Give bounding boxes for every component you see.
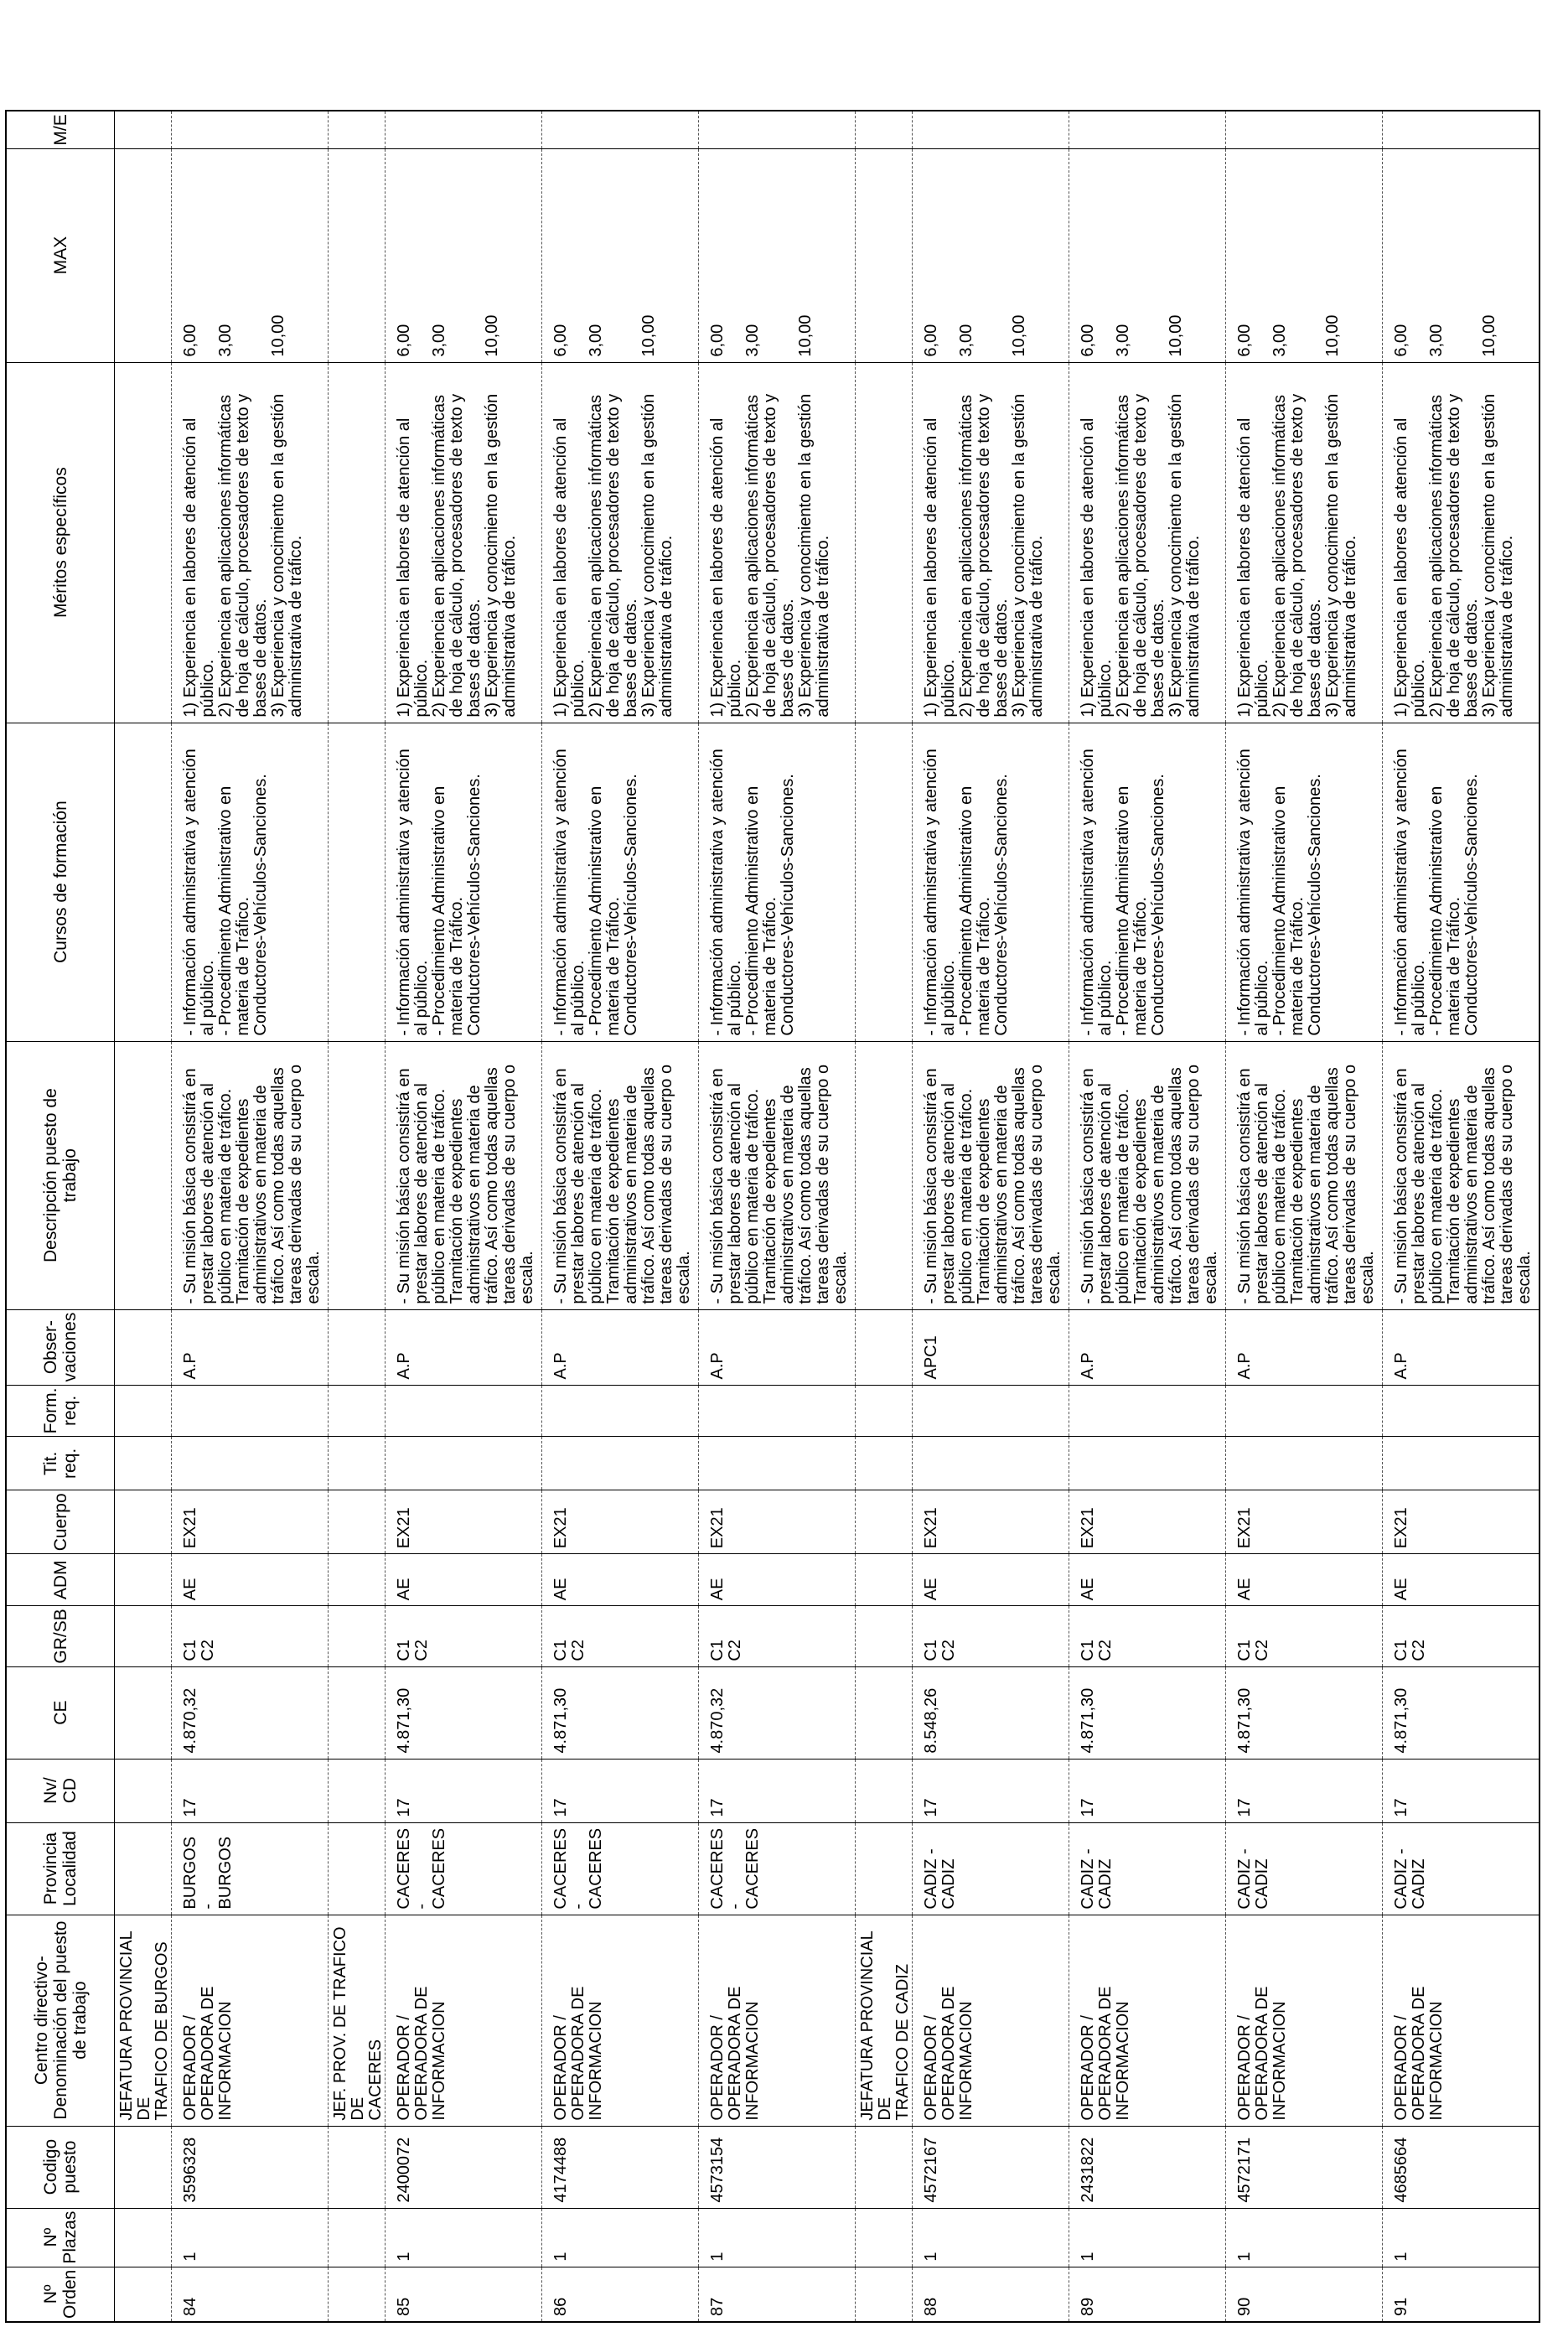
group-cell-provincia — [856, 1822, 913, 1915]
group-cell-desc — [856, 1041, 913, 1309]
cell-meritos: 1) Experiencia en labores de atención al público. 2) Experiencia en aplicaciones informáticas de hoja de cálculo, procesadores de texto y bases de datos. 3) Experiencia y conocimiento en la gestión administrativa de tráfico. — [386, 362, 542, 723]
group-cell-me — [115, 111, 172, 148]
cell-cursos: - Información administrativa y atención al público. - Procedimiento Administrativo en materia de Tráfico. Conductores-Vehículos-Sanciones. — [1226, 723, 1383, 1041]
group-cell-orden — [856, 2267, 913, 2322]
cell-meritos: 1) Experiencia en labores de atención al público. 2) Experiencia en aplicaciones informáticas de hoja de cálculo, procesadores de texto y bases de datos. 3) Experiencia y conocimiento en la gestión administrativa de tráfico. — [913, 362, 1069, 723]
cell-meritos: 1) Experiencia en labores de atención al público. 2) Experiencia en aplicaciones informáticas de hoja de cálculo, procesadores de texto y bases de datos. 3) Experiencia y conocimiento en la gestión administrativa de tráfico. — [1383, 362, 1540, 723]
cell-form — [1069, 1385, 1226, 1437]
cell-me — [1226, 111, 1383, 148]
cell-grsb: C1 C2 — [1069, 1606, 1226, 1666]
cell-centro: OPERADOR / OPERADORA DE INFORMACION — [172, 1915, 329, 2126]
group-cell-ce — [856, 1666, 913, 1759]
header-provincia: Provincia Localidad — [6, 1822, 115, 1915]
table-row — [542, 111, 699, 2322]
cell-grsb: C1 C2 — [913, 1606, 1069, 1666]
cell-centro: OPERADOR / OPERADORA DE INFORMACION — [1383, 1915, 1540, 2126]
cell-cuerpo: EX21 — [699, 1490, 856, 1554]
cell-orden: 86 — [542, 2267, 699, 2322]
cell-form — [1383, 1385, 1540, 1437]
cell-centro: OPERADOR / OPERADORA DE INFORMACION — [699, 1915, 856, 2126]
cell-codigo: 4572171 — [1226, 2126, 1383, 2208]
cell-form — [1226, 1385, 1383, 1437]
group-cell-meritos — [856, 362, 913, 723]
cell-cursos: - Información administrativa y atención al público. - Procedimiento Administrativo en materia de Tráfico. Conductores-Vehículos-Sanciones. — [542, 723, 699, 1041]
group-cell-plazas — [329, 2208, 386, 2267]
header-cursos: Cursos de formación — [6, 723, 115, 1041]
group-cell-max — [115, 148, 172, 362]
group-cell-meritos — [329, 362, 386, 723]
header-centro: Centro directivo- Denominación del puesto de trabajo — [6, 1915, 115, 2126]
cell-grsb: C1 C2 — [1226, 1606, 1383, 1666]
group-cell-obs — [115, 1309, 172, 1385]
cell-plazas: 1 — [699, 2208, 856, 2267]
cell-orden: 84 — [172, 2267, 329, 2322]
cell-form — [699, 1385, 856, 1437]
header-max: MAX — [6, 148, 115, 362]
cell-provincia: CADIZ - CADIZ — [913, 1822, 1069, 1915]
group-title: JEF. PROV. DE TRAFICO DE CACERES — [329, 1915, 386, 2126]
group-cell-codigo — [856, 2126, 913, 2208]
header-cuerpo: Cuerpo — [6, 1490, 115, 1554]
cell-desc: - Su misión básica consistirá en prestar labores de atención al público en materia de tráfico. Tramitación de expedientes administrativos en materia de tráfico. Así como todas aquellas tareas derivadas de su cuerpo o escala. — [172, 1041, 329, 1309]
cell-desc: - Su misión básica consistirá en prestar labores de atención al público en materia de tráfico. Tramitación de expedientes administrativos en materia de tráfico. Así como todas aquellas tareas derivadas de su cuerpo o escala. — [542, 1041, 699, 1309]
cell-cursos: - Información administrativa y atención al público. - Procedimiento Administrativo en materia de Tráfico. Conductores-Vehículos-Sanciones. — [699, 723, 856, 1041]
cell-max: 6,00 3,00 10,00 — [699, 148, 856, 362]
cell-orden: 85 — [386, 2267, 542, 2322]
cell-nivel: 17 — [1069, 1759, 1226, 1822]
header-grsb: GR/SB — [6, 1606, 115, 1666]
cell-adm: AE — [913, 1554, 1069, 1606]
cell-adm: AE — [542, 1554, 699, 1606]
cell-grsb: C1 C2 — [542, 1606, 699, 1666]
cell-meritos: 1) Experiencia en labores de atención al público. 2) Experiencia en aplicaciones informáticas de hoja de cálculo, procesadores de texto y bases de datos. 3) Experiencia y conocimiento en la gestión administrativa de tráfico. — [699, 362, 856, 723]
cell-desc: - Su misión básica consistirá en prestar labores de atención al público en materia de tráfico. Tramitación de expedientes administrativos en materia de tráfico. Así como todas aquellas tareas derivadas de su cuerpo o escala. — [1383, 1041, 1540, 1309]
cell-provincia: CADIZ - CADIZ — [1069, 1822, 1226, 1915]
cell-cursos: - Información administrativa y atención al público. - Procedimiento Administrativo en materia de Tráfico. Conductores-Vehículos-Sanciones. — [172, 723, 329, 1041]
header-nivel: Nv/ CD — [6, 1759, 115, 1822]
cell-nivel: 17 — [386, 1759, 542, 1822]
cell-adm: AE — [699, 1554, 856, 1606]
group-cell-grsb — [329, 1606, 386, 1666]
cell-cuerpo: EX21 — [1069, 1490, 1226, 1554]
group-cell-cuerpo — [856, 1490, 913, 1554]
cell-me — [172, 111, 329, 148]
cell-grsb: C1 C2 — [699, 1606, 856, 1666]
cell-codigo: 4573154 — [699, 2126, 856, 2208]
cell-provincia: BURGOS - BURGOS — [172, 1822, 329, 1915]
group-cell-desc — [115, 1041, 172, 1309]
group-cell-adm — [856, 1554, 913, 1606]
cell-tit — [1226, 1437, 1383, 1490]
table-row — [699, 111, 856, 2322]
group-cell-desc — [329, 1041, 386, 1309]
cell-form — [542, 1385, 699, 1437]
table-body — [115, 111, 1540, 2322]
cell-codigo: 3596328 — [172, 2126, 329, 2208]
header-tit: Tit. req. — [6, 1437, 115, 1490]
cell-me — [1383, 111, 1540, 148]
cell-provincia: CADIZ - CADIZ — [1226, 1822, 1383, 1915]
header-me: M/E — [6, 111, 115, 148]
group-cell-cursos — [115, 723, 172, 1041]
cell-tit — [1383, 1437, 1540, 1490]
cell-adm: AE — [1069, 1554, 1226, 1606]
group-cell-nivel — [856, 1759, 913, 1822]
cell-cuerpo: EX21 — [386, 1490, 542, 1554]
cell-codigo: 4685664 — [1383, 2126, 1540, 2208]
table-row — [1069, 111, 1226, 2322]
group-header-row — [329, 111, 386, 2322]
header-form: Form. req. — [6, 1385, 115, 1437]
table-row — [1383, 111, 1540, 2322]
cell-orden: 87 — [699, 2267, 856, 2322]
cell-cuerpo: EX21 — [1383, 1490, 1540, 1554]
group-cell-provincia — [115, 1822, 172, 1915]
cell-nivel: 17 — [1383, 1759, 1540, 1822]
cell-desc: - Su misión básica consistirá en prestar labores de atención al público en materia de tráfico. Tramitación de expedientes administrativos en materia de tráfico. Así como todas aquellas tareas derivadas de su cuerpo o escala. — [1226, 1041, 1383, 1309]
cell-nivel: 17 — [913, 1759, 1069, 1822]
cell-orden: 90 — [1226, 2267, 1383, 2322]
group-cell-cursos — [856, 723, 913, 1041]
cell-ce: 8.548,26 — [913, 1666, 1069, 1759]
group-cell-obs — [329, 1309, 386, 1385]
group-cell-tit — [329, 1437, 386, 1490]
header-plazas: Nº Plazas — [6, 2208, 115, 2267]
cell-cursos: - Información administrativa y atención al público. - Procedimiento Administrativo en materia de Tráfico. Conductores-Vehículos-Sanciones. — [1383, 723, 1540, 1041]
group-cell-plazas — [115, 2208, 172, 2267]
cell-max: 6,00 3,00 10,00 — [913, 148, 1069, 362]
cell-orden: 89 — [1069, 2267, 1226, 2322]
cell-codigo: 4174488 — [542, 2126, 699, 2208]
cell-cuerpo: EX21 — [542, 1490, 699, 1554]
cell-tit — [172, 1437, 329, 1490]
cell-adm: AE — [1226, 1554, 1383, 1606]
cell-form — [172, 1385, 329, 1437]
group-cell-adm — [329, 1554, 386, 1606]
cell-provincia: CACERES - CACERES — [542, 1822, 699, 1915]
cell-nivel: 17 — [172, 1759, 329, 1822]
cell-plazas: 1 — [1069, 2208, 1226, 2267]
cell-nivel: 17 — [699, 1759, 856, 1822]
cell-provincia: CACERES - CACERES — [699, 1822, 856, 1915]
group-cell-provincia — [329, 1822, 386, 1915]
cell-ce: 4.871,30 — [1069, 1666, 1226, 1759]
cell-form — [913, 1385, 1069, 1437]
cell-obs: A.P — [1069, 1309, 1226, 1385]
cell-obs: APC1 — [913, 1309, 1069, 1385]
cell-tit — [542, 1437, 699, 1490]
group-header-row — [856, 111, 913, 2322]
header-meritos: Méritos específicos — [6, 362, 115, 723]
cell-meritos: 1) Experiencia en labores de atención al público. 2) Experiencia en aplicaciones informáticas de hoja de cálculo, procesadores de texto y bases de datos. 3) Experiencia y conocimiento en la gestión administrativa de tráfico. — [172, 362, 329, 723]
cell-centro: OPERADOR / OPERADORA DE INFORMACION — [1069, 1915, 1226, 2126]
cell-codigo: 4572167 — [913, 2126, 1069, 2208]
group-cell-ce — [115, 1666, 172, 1759]
group-cell-max — [856, 148, 913, 362]
cell-nivel: 17 — [1226, 1759, 1383, 1822]
group-cell-orden — [115, 2267, 172, 2322]
cell-obs: A.P — [699, 1309, 856, 1385]
cell-desc: - Su misión básica consistirá en prestar labores de atención al público en materia de tráfico. Tramitación de expedientes administrativos en materia de tráfico. Así como todas aquellas tareas derivadas de su cuerpo o escala. — [1069, 1041, 1226, 1309]
group-title: JEFATURA PROVINCIAL DE TRAFICO DE CADIZ — [856, 1915, 913, 2126]
cell-cursos: - Información administrativa y atención al público. - Procedimiento Administrativo en materia de Tráfico. Conductores-Vehículos-Sanciones. — [913, 723, 1069, 1041]
cell-max: 6,00 3,00 10,00 — [542, 148, 699, 362]
group-cell-nivel — [115, 1759, 172, 1822]
header-ce: CE — [6, 1666, 115, 1759]
cell-grsb: C1 C2 — [386, 1606, 542, 1666]
cell-obs: A.P — [1226, 1309, 1383, 1385]
header-desc: Descripción puesto de trabajo — [6, 1041, 115, 1309]
cell-provincia: CADIZ - CADIZ — [1383, 1822, 1540, 1915]
cell-max: 6,00 3,00 10,00 — [1069, 148, 1226, 362]
cell-ce: 4.871,30 — [1383, 1666, 1540, 1759]
group-cell-grsb — [856, 1606, 913, 1666]
cell-meritos: 1) Experiencia en labores de atención al público. 2) Experiencia en aplicaciones informáticas de hoja de cálculo, procesadores de texto y bases de datos. 3) Experiencia y conocimiento en la gestión administrativa de tráfico. — [1069, 362, 1226, 723]
cell-max: 6,00 3,00 10,00 — [386, 148, 542, 362]
cell-max: 6,00 3,00 10,00 — [1226, 148, 1383, 362]
table-row — [172, 111, 329, 2322]
group-cell-form — [856, 1385, 913, 1437]
table-row — [386, 111, 542, 2322]
group-cell-obs — [856, 1309, 913, 1385]
cell-me — [542, 111, 699, 148]
cell-ce: 4.871,30 — [1226, 1666, 1383, 1759]
cell-form — [386, 1385, 542, 1437]
cell-provincia: CACERES - CACERES — [386, 1822, 542, 1915]
cell-me — [1069, 111, 1226, 148]
cell-me — [699, 111, 856, 148]
cell-ce: 4.870,32 — [172, 1666, 329, 1759]
cell-plazas: 1 — [386, 2208, 542, 2267]
cell-adm: AE — [172, 1554, 329, 1606]
group-cell-cursos — [329, 723, 386, 1041]
cell-adm: AE — [1383, 1554, 1540, 1606]
cell-max: 6,00 3,00 10,00 — [1383, 148, 1540, 362]
cell-plazas: 1 — [172, 2208, 329, 2267]
group-cell-form — [115, 1385, 172, 1437]
table-row — [913, 111, 1069, 2322]
cell-adm: AE — [386, 1554, 542, 1606]
cell-plazas: 1 — [913, 2208, 1069, 2267]
cell-obs: A.P — [542, 1309, 699, 1385]
group-cell-tit — [115, 1437, 172, 1490]
cell-tit — [1069, 1437, 1226, 1490]
cell-desc: - Su misión básica consistirá en prestar labores de atención al público en materia de tráfico. Tramitación de expedientes administrativos en materia de tráfico. Así como todas aquellas tareas derivadas de su cuerpo o escala. — [386, 1041, 542, 1309]
cell-obs: A.P — [172, 1309, 329, 1385]
cell-grsb: C1 C2 — [1383, 1606, 1540, 1666]
group-cell-me — [856, 111, 913, 148]
table-row — [1226, 111, 1383, 2322]
cell-centro: OPERADOR / OPERADORA DE INFORMACION — [386, 1915, 542, 2126]
cell-ce: 4.871,30 — [386, 1666, 542, 1759]
header-codigo: Codigo puesto — [6, 2126, 115, 2208]
cell-cuerpo: EX21 — [913, 1490, 1069, 1554]
cell-orden: 91 — [1383, 2267, 1540, 2322]
group-cell-codigo — [115, 2126, 172, 2208]
cell-centro: OPERADOR / OPERADORA DE INFORMACION — [542, 1915, 699, 2126]
cell-obs: A.P — [386, 1309, 542, 1385]
cell-codigo: 2400072 — [386, 2126, 542, 2208]
group-cell-meritos — [115, 362, 172, 723]
cell-meritos: 1) Experiencia en labores de atención al público. 2) Experiencia en aplicaciones informáticas de hoja de cálculo, procesadores de texto y bases de datos. 3) Experiencia y conocimiento en la gestión administrativa de tráfico. — [542, 362, 699, 723]
group-header-row — [115, 111, 172, 2322]
job-positions-table — [5, 110, 1540, 2323]
cell-cursos: - Información administrativa y atención al público. - Procedimiento Administrativo en materia de Tráfico. Conductores-Vehículos-Sanciones. — [1069, 723, 1226, 1041]
cell-tit — [699, 1437, 856, 1490]
cell-desc: - Su misión básica consistirá en prestar labores de atención al público en materia de tráfico. Tramitación de expedientes administrativos en materia de tráfico. Así como todas aquellas tareas derivadas de su cuerpo o escala. — [699, 1041, 856, 1309]
cell-plazas: 1 — [1226, 2208, 1383, 2267]
cell-me — [386, 111, 542, 148]
cell-obs: A.P — [1383, 1309, 1540, 1385]
cell-cuerpo: EX21 — [172, 1490, 329, 1554]
group-title: JEFATURA PROVINCIAL DE TRAFICO DE BURGOS — [115, 1915, 172, 2126]
group-cell-cuerpo — [329, 1490, 386, 1554]
header-adm: ADM — [6, 1554, 115, 1606]
group-cell-tit — [856, 1437, 913, 1490]
cell-tit — [386, 1437, 542, 1490]
group-cell-orden — [329, 2267, 386, 2322]
cell-centro: OPERADOR / OPERADORA DE INFORMACION — [913, 1915, 1069, 2126]
cell-desc: - Su misión básica consistirá en prestar labores de atención al público en materia de tráfico. Tramitación de expedientes administrativos en materia de tráfico. Así como todas aquellas tareas derivadas de su cuerpo o escala. — [913, 1041, 1069, 1309]
group-cell-adm — [115, 1554, 172, 1606]
cell-grsb: C1 C2 — [172, 1606, 329, 1666]
cell-ce: 4.871,30 — [542, 1666, 699, 1759]
cell-tit — [913, 1437, 1069, 1490]
cell-codigo: 2431822 — [1069, 2126, 1226, 2208]
group-cell-form — [329, 1385, 386, 1437]
group-cell-codigo — [329, 2126, 386, 2208]
cell-max: 6,00 3,00 10,00 — [172, 148, 329, 362]
group-cell-cuerpo — [115, 1490, 172, 1554]
group-cell-max — [329, 148, 386, 362]
cell-cursos: - Información administrativa y atención al público. - Procedimiento Administrativo en materia de Tráfico. Conductores-Vehículos-Sanciones. — [386, 723, 542, 1041]
cell-nivel: 17 — [542, 1759, 699, 1822]
group-cell-grsb — [115, 1606, 172, 1666]
group-cell-me — [329, 111, 386, 148]
group-cell-ce — [329, 1666, 386, 1759]
cell-orden: 88 — [913, 2267, 1069, 2322]
cell-plazas: 1 — [542, 2208, 699, 2267]
cell-meritos: 1) Experiencia en labores de atención al público. 2) Experiencia en aplicaciones informáticas de hoja de cálculo, procesadores de texto y bases de datos. 3) Experiencia y conocimiento en la gestión administrativa de tráfico. — [1226, 362, 1383, 723]
cell-centro: OPERADOR / OPERADORA DE INFORMACION — [1226, 1915, 1383, 2126]
header-orden: Nº Orden — [6, 2267, 115, 2322]
group-cell-nivel — [329, 1759, 386, 1822]
cell-me — [913, 111, 1069, 148]
cell-plazas: 1 — [1383, 2208, 1540, 2267]
group-cell-plazas — [856, 2208, 913, 2267]
header-obs: Obser- vaciones — [6, 1309, 115, 1385]
cell-cuerpo: EX21 — [1226, 1490, 1383, 1554]
cell-ce: 4.870,32 — [699, 1666, 856, 1759]
header-row — [6, 111, 115, 2322]
